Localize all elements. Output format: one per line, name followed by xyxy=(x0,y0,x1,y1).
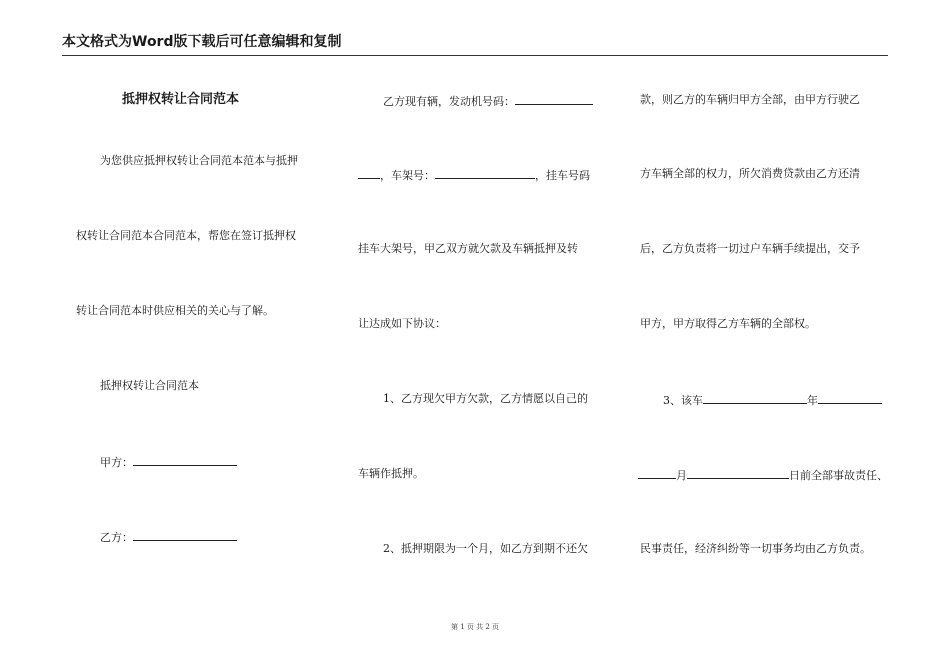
clause-3-prefix: 3、该车 xyxy=(663,394,703,407)
trailer-number-label: ，挂车号码 xyxy=(535,169,590,182)
document-title: 抵押权转让合同范本 xyxy=(122,92,240,107)
clause-3-line-1 xyxy=(663,392,882,408)
party-a-label: 甲方： xyxy=(100,456,133,469)
party-a-line xyxy=(100,454,237,470)
column-left xyxy=(62,60,337,620)
intro-line-2: 权转让合同范本合同范本，帮您在签订抵押权 xyxy=(76,229,296,242)
engine-number-label: 乙方现有辆，发动机号码： xyxy=(383,95,515,108)
col3-line-2: 方车辆全部的权力，所欠消费贷款由乙方还清 xyxy=(640,167,860,180)
year-label: 年 xyxy=(807,394,818,407)
col3-line-1: 款，则乙方的车辆归甲方全部，由甲方行驶乙 xyxy=(640,93,860,106)
clause-2-line-1: 2、抵押期限为一个月，如乙方到期不还欠 xyxy=(383,542,588,555)
party-b-label: 乙方： xyxy=(100,531,133,544)
engine-number-line xyxy=(383,93,593,109)
month-label: 月 xyxy=(676,469,687,482)
subtitle: 抵押权转让合同范本 xyxy=(100,379,199,392)
document-banner xyxy=(62,33,888,56)
engine-number-blank-cont[interactable] xyxy=(358,167,380,179)
col2-line-3: 挂车大架号，甲乙双方就欠款及车辆抵押及转 xyxy=(358,242,578,255)
column-middle xyxy=(355,60,610,620)
clause-3-line-3: 民事责任，经济纠纷等一切事务均由乙方负责。 xyxy=(640,542,871,555)
party-b-blank[interactable] xyxy=(133,529,237,541)
col3-line-3: 后，乙方负责将一切过户车辆手续提出，交予 xyxy=(640,242,860,255)
frame-number-blank[interactable] xyxy=(435,167,535,179)
vehicle-blank[interactable] xyxy=(703,392,807,404)
party-b-line xyxy=(100,529,237,545)
clause-1-line-1: 1、乙方现欠甲方欠款，乙方情愿以自己的 xyxy=(383,392,588,405)
col3-line-4: 甲方，甲方取得乙方车辆的全部权。 xyxy=(640,317,816,330)
year-blank-cont[interactable] xyxy=(638,467,676,479)
column-right xyxy=(637,60,892,620)
engine-number-blank[interactable] xyxy=(515,93,593,105)
frame-number-label: ，车架号： xyxy=(380,169,435,182)
day-label: 日前全部事故责任、 xyxy=(789,469,888,482)
banner-text: 本文格式为Word版下载后可任意编辑和复制 xyxy=(62,34,342,50)
month-blank[interactable] xyxy=(687,467,789,479)
intro-line-3: 转让合同范本时供应相关的关心与了解。 xyxy=(76,304,274,317)
clause-3-line-2 xyxy=(638,467,888,483)
frame-number-line xyxy=(358,167,590,183)
party-a-blank[interactable] xyxy=(133,454,237,466)
intro-line-1: 为您供应抵押权转让合同范本范本与抵押 xyxy=(100,154,298,167)
year-blank[interactable] xyxy=(818,392,882,404)
page-footer: 第 1 页 共 2 页 xyxy=(450,623,500,631)
clause-1-line-2: 车辆作抵押。 xyxy=(358,467,424,480)
col2-line-4: 让达成如下协议： xyxy=(358,317,446,330)
